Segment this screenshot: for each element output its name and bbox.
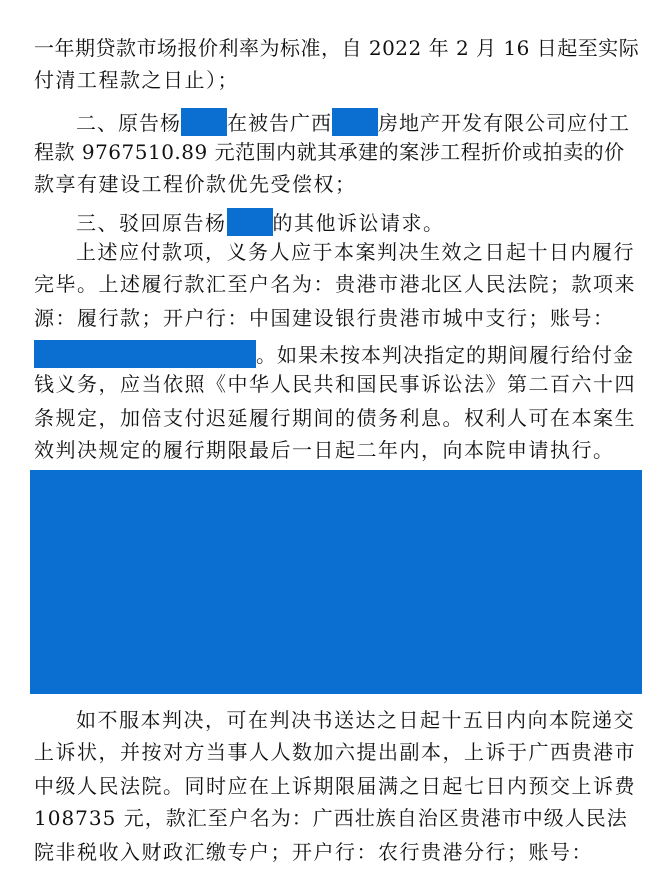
paragraph4-line4-text: 。如果未按本判决指定的期间履行给付金	[256, 343, 634, 367]
paragraph4-line4	[34, 340, 634, 368]
redacted-name-plaintiff-2	[227, 208, 273, 236]
paragraph2-text-a: 二、原告杨	[76, 111, 181, 135]
redacted-name-plaintiff	[181, 108, 227, 136]
paragraph5-line4: 108735 元，款汇至户名为：广西壮族自治区贵港市中级人民法	[34, 806, 628, 830]
paragraph4-line6: 条规定，加倍支付迟延履行期间的债务利息。权利人可在本案生	[34, 406, 636, 430]
paragraph4-line1: 上述应付款项，义务人应于本案判决生效之日起十日内履行	[76, 240, 635, 264]
paragraph3-text-a: 三、驳回原告杨	[76, 211, 227, 235]
paragraph4-line2: 完毕。上述履行款汇至户名为：贵港市港北区人民法院；款项来	[34, 272, 636, 296]
paragraph5-line3: 中级人民法院。同时应在上诉期限届满之日起七日内预交上诉费	[34, 774, 636, 798]
paragraph4-line5: 钱义务，应当依照《中华人民共和国民事诉讼法》第二百六十四	[34, 372, 636, 396]
paragraph2-line3: 款享有建设工程价款优先受偿权；	[34, 172, 357, 196]
paragraph5-line1: 如不服本判决，可在判决书送达之日起十五日内向本院递交	[76, 708, 635, 732]
paragraph5-line2: 上诉状，并按对方当事人人数加六提出副本，上诉于广西贵港市	[34, 740, 636, 764]
paragraph5-line5: 院非税收入财政汇缴专户；开户行：农行贵港分行；账号：	[34, 840, 593, 864]
paragraph2-text-b: 在被告广西	[227, 111, 332, 135]
redacted-block	[30, 470, 642, 694]
paragraph3-line1	[76, 208, 445, 236]
paragraph3-text-b: 的其他诉讼请求。	[272, 211, 445, 235]
paragraph2-line2: 程款 9767510.89 元范围内就其承建的案涉工程折价或拍卖的价	[34, 140, 625, 164]
redacted-account-number	[34, 340, 256, 368]
paragraph4-line7: 效判决规定的履行期限最后一日起二年内，向本院申请执行。	[34, 438, 615, 462]
paragraph4-line3: 源：履行款；开户行：中国建设银行贵港市城中支行；账号：	[34, 306, 615, 330]
paragraph2-line1	[76, 108, 630, 136]
redacted-name-defendant	[332, 108, 378, 136]
paragraph2-text-c: 房地产开发有限公司应付工	[378, 111, 630, 135]
paragraph1-line1: 一年期贷款市场报价利率为标准，自 2022 年 2 月 16 日起至实际	[34, 36, 640, 60]
paragraph1-line2: 付清工程款之日止）；	[34, 68, 239, 92]
